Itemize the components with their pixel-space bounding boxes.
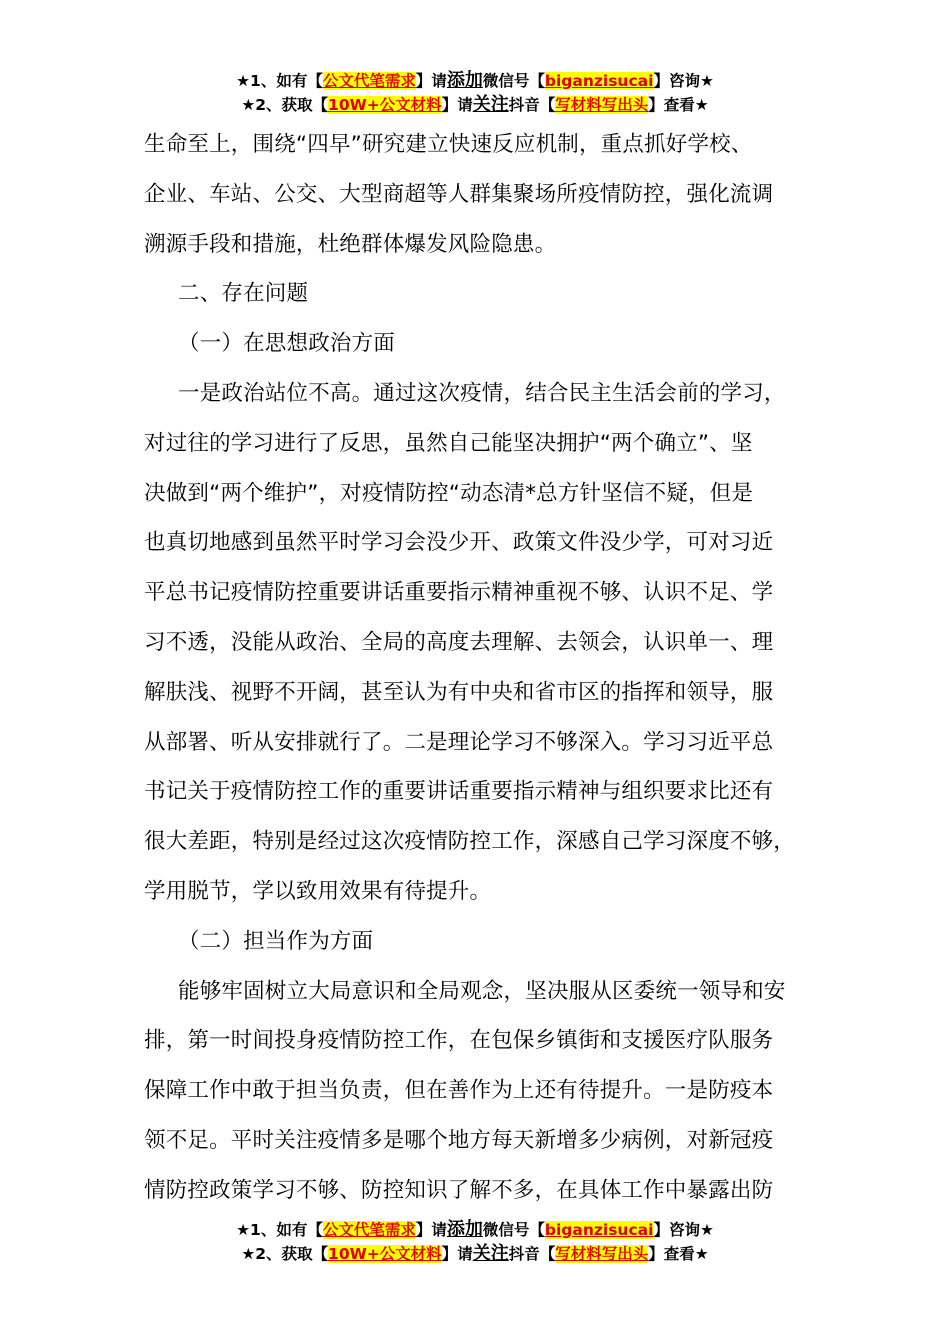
- text-line: 二、存在问题: [178, 281, 309, 307]
- banner-text: 】请: [415, 1221, 447, 1239]
- text-line: （二）担当作为方面: [178, 928, 374, 954]
- banner-line-1: [0, 1218, 950, 1242]
- banner-text: 】咨询★: [653, 72, 714, 90]
- banner-highlight: 10W+公文材料: [328, 96, 442, 114]
- text-line: 书记关于疫情防控工作的重要讲话重要指示精神与组织要求比还有: [144, 779, 774, 805]
- text-line: 习不透，没能从政治、全局的高度去理解、去领会，认识单一、理: [144, 630, 774, 655]
- banner-text: 】请: [441, 96, 473, 114]
- banner-text: ★1、如有【: [236, 72, 323, 90]
- banner-emphasis: 添加: [446, 1219, 483, 1240]
- text-line: 情防控政策学习不够、防控知识了解不多，在具体工作中暴露出防: [144, 1177, 774, 1203]
- text-line: 从部署、听从安排就行了。二是理论学习不够深入。学习习近平总: [144, 729, 774, 755]
- text-line: 溯源手段和措施，杜绝群体爆发风险隐患。: [144, 231, 557, 257]
- banner-text: 】咨询★: [653, 1221, 714, 1239]
- banner-highlight: 公文代笔需求: [322, 1221, 416, 1239]
- banner-emphasis: 关注: [472, 94, 509, 115]
- banner-text: 】查看★: [648, 1245, 709, 1263]
- banner-emphasis: 添加: [446, 70, 483, 91]
- banner-text: 抖音【: [508, 1245, 556, 1263]
- text-line: 很大差距，特别是经过这次疫情防控工作，深感自己学习深度不够，: [144, 829, 796, 855]
- banner-line-1: [0, 69, 950, 93]
- banner-highlight: biganzisucai: [544, 72, 654, 90]
- text-line: 一是政治站位不高。通过这次疫情，结合民主生活会前的学习，: [178, 381, 786, 406]
- banner-text: ★2、获取【: [241, 1245, 329, 1263]
- banner-highlight: 10W+公文材料: [328, 1245, 442, 1263]
- text-line: 对过往的学习进行了反思，虽然自己能坚决拥护“两个确立”、坚: [144, 430, 753, 456]
- text-line: 保障工作中敢于担当负责，但在善作为上还有待提升。一是防疫本: [144, 1078, 774, 1104]
- banner-text: 】请: [441, 1245, 473, 1263]
- banner-line-2: [0, 93, 950, 117]
- text-line: 排，第一时间投身疫情防控工作，在包保乡镇街和支援医疗队服务: [144, 1028, 774, 1054]
- banner-text: 】请: [415, 72, 447, 90]
- banner-bottom: [0, 1218, 950, 1266]
- text-line: 决做到“两个维护”，对疫情防控“动态清*总方针坚信不疑，但是: [144, 480, 754, 506]
- text-line: 也真切地感到虽然平时学习会没少开、政策文件没少学，可对习近: [144, 530, 774, 556]
- banner-highlight: biganzisucai: [544, 1221, 654, 1239]
- text-line: 生命至上，围绕“四早”研究建立快速反应机制，重点抓好学校、: [144, 132, 753, 157]
- banner-text: 】查看★: [648, 96, 709, 114]
- text-line: 平总书记疫情防控重要讲话重要指示精神重视不够、认识不足、学: [144, 580, 774, 606]
- text-line: 学用脱节，学以致用效果有待提升。: [144, 879, 492, 904]
- banner-text: 抖音【: [508, 96, 556, 114]
- text-line: 企业、车站、公交、大型商超等人群集聚场所疫情防控，强化流调: [144, 181, 774, 207]
- banner-line-2: [0, 1242, 950, 1266]
- banner-text: ★1、如有【: [236, 1221, 323, 1239]
- banner-highlight: 公文代笔需求: [322, 72, 416, 90]
- text-line: 领不足。平时关注疫情多是哪个地方每天新增多少病例，对新冠疫: [144, 1128, 774, 1153]
- banner-emphasis: 关注: [472, 1243, 509, 1264]
- banner-highlight: 写材料写出头: [555, 1245, 649, 1263]
- banner-text: ★2、获取【: [241, 96, 329, 114]
- text-line: 解肤浅、视野不开阔，甚至认为有中央和省市区的指挥和领导，服: [144, 679, 774, 705]
- text-line: 能够牢固树立大局意识和全局观念，坚决服从区委统一领导和安: [178, 978, 786, 1004]
- text-line: （一）在思想政治方面: [178, 331, 396, 357]
- banner-top: [0, 69, 950, 117]
- banner-text: 微信号【: [482, 72, 545, 90]
- banner-highlight: 写材料写出头: [555, 96, 649, 114]
- banner-text: 微信号【: [482, 1221, 545, 1239]
